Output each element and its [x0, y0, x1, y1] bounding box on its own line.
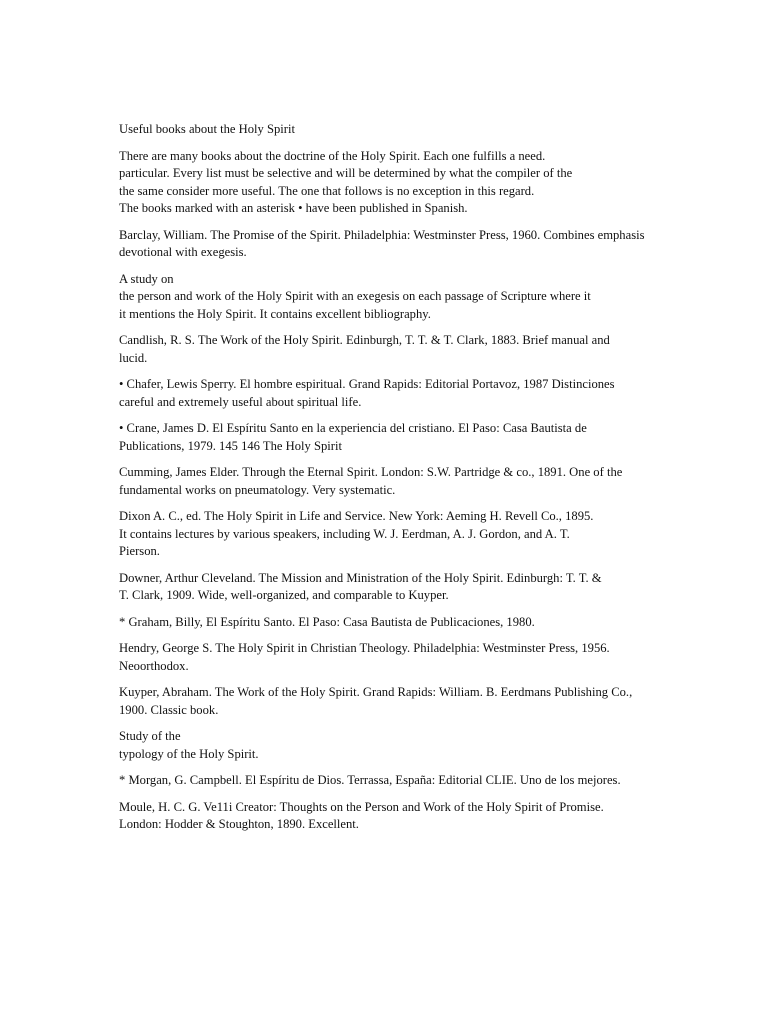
entry-line: Cumming, James Elder. Through the Eternal Spirit. London: S.W. Partridge & co., 1891. One of the	[119, 465, 623, 479]
entry-line: Study of the	[119, 729, 181, 743]
entry-line: it mentions the Holy Spirit. It contains excellent bibliography.	[119, 306, 431, 321]
entry-dixon	[119, 508, 719, 561]
entry-line: A study on	[119, 271, 174, 286]
entry-line: Dixon A. C., ed. The Holy Spirit in Life and Service. New York: Aeming H. Revell Co., 1895.	[119, 509, 594, 523]
entry-line: the person and work of the Holy Spirit with an exegesis on each passage of Scripture where it	[119, 289, 591, 303]
entry-candlish	[119, 332, 719, 367]
entry-line: T. Clark, 1909. Wide, well-organized, and comparable to Kuyper.	[119, 588, 449, 602]
entry-line: typology of the Holy Spirit.	[119, 746, 259, 761]
entry-line: lucid.	[119, 350, 148, 365]
intro-line: There are many books about the doctrine of the Holy Spirit. Each one fulfills a need.	[119, 148, 546, 163]
entry-kuyper	[119, 684, 719, 719]
entry-downer	[119, 570, 719, 605]
entry-line: Barclay, William. The Promise of the Spirit. Philadelphia: Westminster Press, 1960. Combines emphasis	[119, 227, 645, 242]
entry-chafer	[119, 376, 719, 411]
entry-barclay	[119, 227, 719, 262]
title-line: Useful books about the Holy Spirit	[119, 122, 295, 136]
entry-study-note	[119, 271, 719, 324]
intro-line: the same consider more useful. The one that follows is no exception in this regard.	[119, 183, 535, 198]
entry-cumming	[119, 464, 719, 499]
entry-line: Candlish, R. S. The Work of the Holy Spirit. Edinburgh, T. T. & T. Clark, 1883. Brief manual and	[119, 333, 610, 347]
entry-line: Publications, 1979. 145 146 The Holy Spirit	[119, 438, 342, 453]
entry-line: Pierson.	[119, 544, 160, 558]
entry-line: fundamental works on pneumatology. Very systematic.	[119, 482, 396, 497]
entry-hendry	[119, 640, 719, 675]
entry-line: Kuyper, Abraham. The Work of the Holy Spirit. Grand Rapids: William. B. Eerdmans Publishing Co.,	[119, 685, 633, 699]
entry-line: London: Hodder & Stoughton, 1890. Excellent.	[119, 817, 359, 831]
entry-line: * Graham, Billy, El Espíritu Santo. El Paso: Casa Bautista de Publicaciones, 1980.	[119, 614, 535, 629]
entry-line: Hendry, George S. The Holy Spirit in Christian Theology. Philadelphia: Westminster Press, 1956.	[119, 641, 610, 655]
entry-line: * Morgan, G. Campbell. El Espíritu de Dios. Terrassa, España: Editorial CLIE. Uno de los mejores.	[119, 773, 621, 787]
intro-line: The books marked with an asterisk • have been published in Spanish.	[119, 201, 468, 215]
entry-line: • Crane, James D. El Espíritu Santo en la experiencia del cristiano. El Paso: Casa Bautista de	[119, 421, 587, 435]
entry-line: Moule, H. C. G. Ve11i Creator: Thoughts on the Person and Work of the Holy Spirit of Promise.	[119, 799, 604, 814]
entry-crane	[119, 420, 719, 455]
entry-moule	[119, 799, 719, 834]
entry-line: careful and extremely useful about spiritual life.	[119, 394, 362, 409]
entry-line: It contains lectures by various speakers, including W. J. Eerdman, A. J. Gordon, and A. T.	[119, 526, 570, 541]
entry-line: Neoorthodox.	[119, 658, 189, 673]
entry-line: devotional with exegesis.	[119, 245, 247, 259]
document-title	[119, 121, 719, 139]
entry-line: • Chafer, Lewis Sperry. El hombre espiritual. Grand Rapids: Editorial Portavoz, 1987 Distinciones	[119, 377, 615, 391]
entry-graham	[119, 614, 719, 632]
entry-line: 1900. Classic book.	[119, 702, 219, 717]
entry-line: Downer, Arthur Cleveland. The Mission and Ministration of the Holy Spirit. Edinburgh: T. T. &	[119, 570, 602, 585]
intro-paragraph	[119, 148, 719, 218]
intro-line: particular. Every list must be selective and will be determined by what the compiler of the	[119, 166, 573, 180]
document-page	[119, 121, 719, 843]
entry-typology-note	[119, 728, 719, 763]
entry-morgan	[119, 772, 719, 790]
